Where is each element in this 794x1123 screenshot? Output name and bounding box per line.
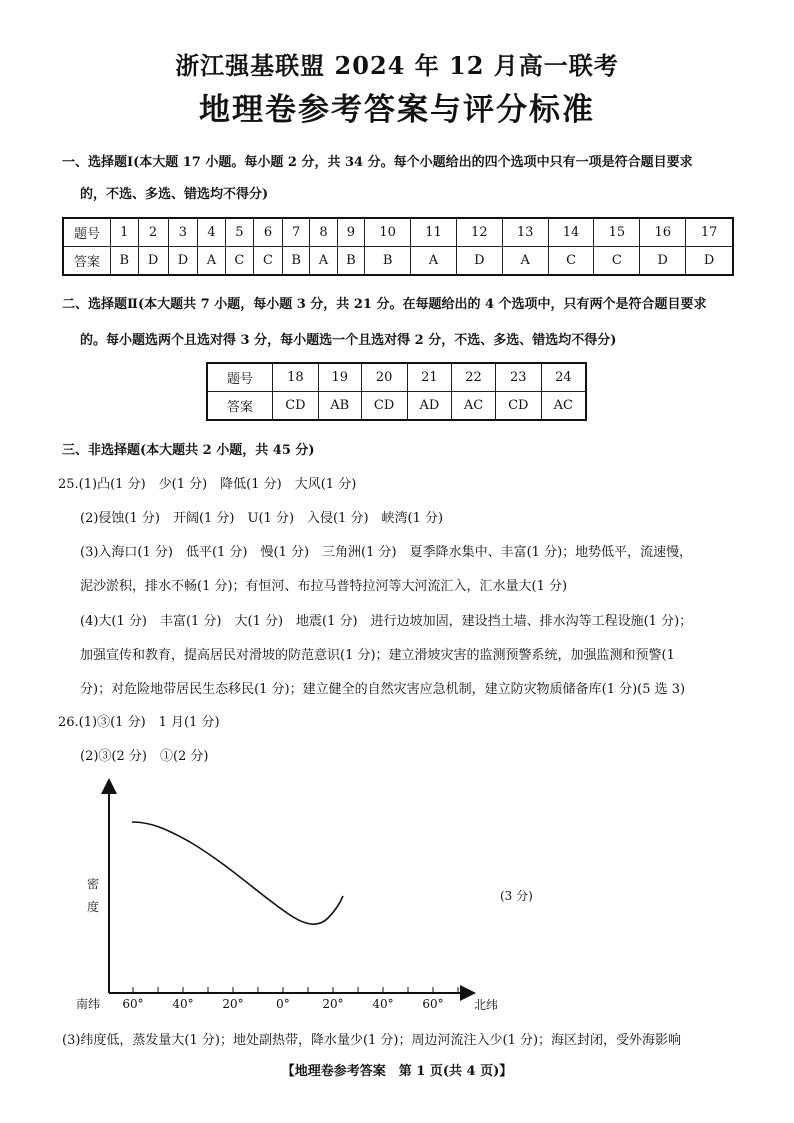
y-label-2: 度 — [87, 900, 100, 914]
answer-cell: D — [640, 247, 686, 276]
question-number: 11 — [411, 218, 457, 247]
question-number: 12 — [456, 218, 502, 247]
section3-heading: 三、非选择题(本大题共 2 小题，共 45 分) — [62, 443, 315, 458]
question-number: 19 — [318, 363, 361, 392]
section2-heading: 二、选择题Ⅱ(本大题共 7 小题，每小题 3 分，共 21 分。在每题给出的 4 个选项中，只有两个是符合题目要求 — [62, 297, 707, 312]
title-line1: 浙江强基联盟 2024 年 12 月高一联考 — [175, 51, 619, 80]
answer-line: (2)侵蚀(1 分) 开阔(1 分) U(1 分) 入侵(1 分) 峡湾(1 分) — [80, 511, 444, 526]
question-number: 6 — [254, 218, 283, 247]
answer-cell: B — [282, 247, 310, 276]
question-number: 8 — [310, 218, 337, 247]
question-number: 1 — [111, 218, 139, 247]
answer-cell: B — [337, 247, 365, 276]
answer-cell: B — [365, 247, 411, 276]
answer-cell: A — [502, 247, 548, 276]
answer-cell: D — [168, 247, 198, 276]
question-number: 22 — [452, 363, 496, 392]
section1-heading: 一、选择题Ⅰ(本大题 17 小题。每小题 2 分，共 34 分。每个小题给出的四个选项中只有一项是符合题目要求 — [62, 155, 693, 170]
answer-cell: CD — [495, 392, 541, 421]
question-number: 13 — [502, 218, 548, 247]
question-number: 24 — [541, 363, 586, 392]
question-number: 20 — [361, 363, 407, 392]
answer-cell: D — [456, 247, 502, 276]
chart-score: (3 分) — [500, 889, 533, 903]
row-label-answer: 答案 — [207, 392, 273, 421]
answer-line: (4)大(1 分) 丰富(1 分) 大(1 分) 地震(1 分) 进行边坡加固，建设挡土墙、排水沟等工程设施(1 分)； — [80, 614, 693, 629]
question-number: 3 — [168, 218, 198, 247]
page-footer: 【地理卷参考答案 第 1 页(共 4 页)】 — [281, 1064, 513, 1079]
answer-cell: C — [548, 247, 594, 276]
answer-cell: CD — [273, 392, 319, 421]
x-tick-label: 40° — [372, 997, 394, 1011]
row-label-question: 题号 — [63, 218, 111, 247]
answer-cell: AD — [407, 392, 452, 421]
question-number: 10 — [365, 218, 411, 247]
answer-line: 26.(1)③(1 分) 1 月(1 分) — [58, 715, 220, 730]
question-number: 17 — [686, 218, 733, 247]
x-tick-label: 60° — [422, 997, 444, 1011]
answer-cell: C — [594, 247, 640, 276]
x-tick-label: 20° — [322, 997, 344, 1011]
answer-cell: D — [686, 247, 733, 276]
answer-line: 分)；对危险地带居民生态移民(1 分)；建立健全的自然灾害应急机制，建立防灾物质储备库(1 分)(5 选 3) — [80, 682, 686, 697]
answer-line: 25.(1)凸(1 分) 少(1 分) 降低(1 分) 大风(1 分) — [58, 477, 357, 492]
x-tick-label: 20° — [222, 997, 244, 1011]
question-number: 9 — [337, 218, 365, 247]
answer-cell: D — [138, 247, 168, 276]
row-label-question: 题号 — [207, 363, 273, 392]
answer-cell: C — [254, 247, 283, 276]
answer-cell: A — [411, 247, 457, 276]
x-label-north: 北纬 — [474, 998, 499, 1012]
question-number: 23 — [495, 363, 541, 392]
answer-cell: B — [111, 247, 139, 276]
answer-cell: C — [225, 247, 254, 276]
density-curve — [132, 822, 343, 924]
answer-cell: AC — [452, 392, 496, 421]
answer-line: (3)入海口(1 分) 低平(1 分) 慢(1 分) 三角洲(1 分) 夏季降水集中、丰富(1 分)；地势低平，流速慢， — [80, 545, 693, 560]
x-tick-label: 0° — [276, 997, 290, 1011]
section2-heading-cont: 的。每小题选两个且选对得 3 分，每小题选一个且选对得 2 分，不选、多选、错选均不得分) — [80, 333, 617, 348]
answer-cell: CD — [361, 392, 407, 421]
y-label-1: 密 — [87, 877, 100, 891]
answer-line: (2)③(2 分) ①(2 分) — [80, 749, 209, 764]
answer-line: (3)纬度低，蒸发量大(1 分)；地处副热带，降水量少(1 分)；周边河流注入少(1 分)；海区封闭，受外海影响 — [62, 1033, 682, 1048]
x-tick-label: 60° — [122, 997, 144, 1011]
question-number: 2 — [138, 218, 168, 247]
question-number: 14 — [548, 218, 594, 247]
answer-cell: AC — [541, 392, 586, 421]
title-line2: 地理卷参考答案与评分标准 — [199, 92, 595, 128]
question-number: 21 — [407, 363, 452, 392]
question-number: 18 — [273, 363, 319, 392]
answer-line: 泥沙淤积，排水不畅(1 分)；有恒河、布拉马普特拉河等大河流汇入，汇水量大(1 分) — [80, 579, 568, 594]
answer-cell: AB — [318, 392, 361, 421]
question-number: 7 — [282, 218, 310, 247]
question-number: 4 — [198, 218, 225, 247]
row-label-answer: 答案 — [63, 247, 111, 276]
answer-line: 加强宣传和教育，提高居民对滑坡的防范意识(1 分)；建立滑坡灾害的监测预警系统，加强监测和预警(1 — [80, 648, 675, 663]
answer-cell: A — [310, 247, 337, 276]
x-tick-label: 40° — [172, 997, 194, 1011]
section1-heading-cont: 的，不选、多选、错选均不得分) — [80, 187, 269, 202]
answer-cell: A — [198, 247, 225, 276]
question-number: 5 — [225, 218, 254, 247]
x-label-south: 南纬 — [76, 997, 101, 1011]
question-number: 16 — [640, 218, 686, 247]
question-number: 15 — [594, 218, 640, 247]
